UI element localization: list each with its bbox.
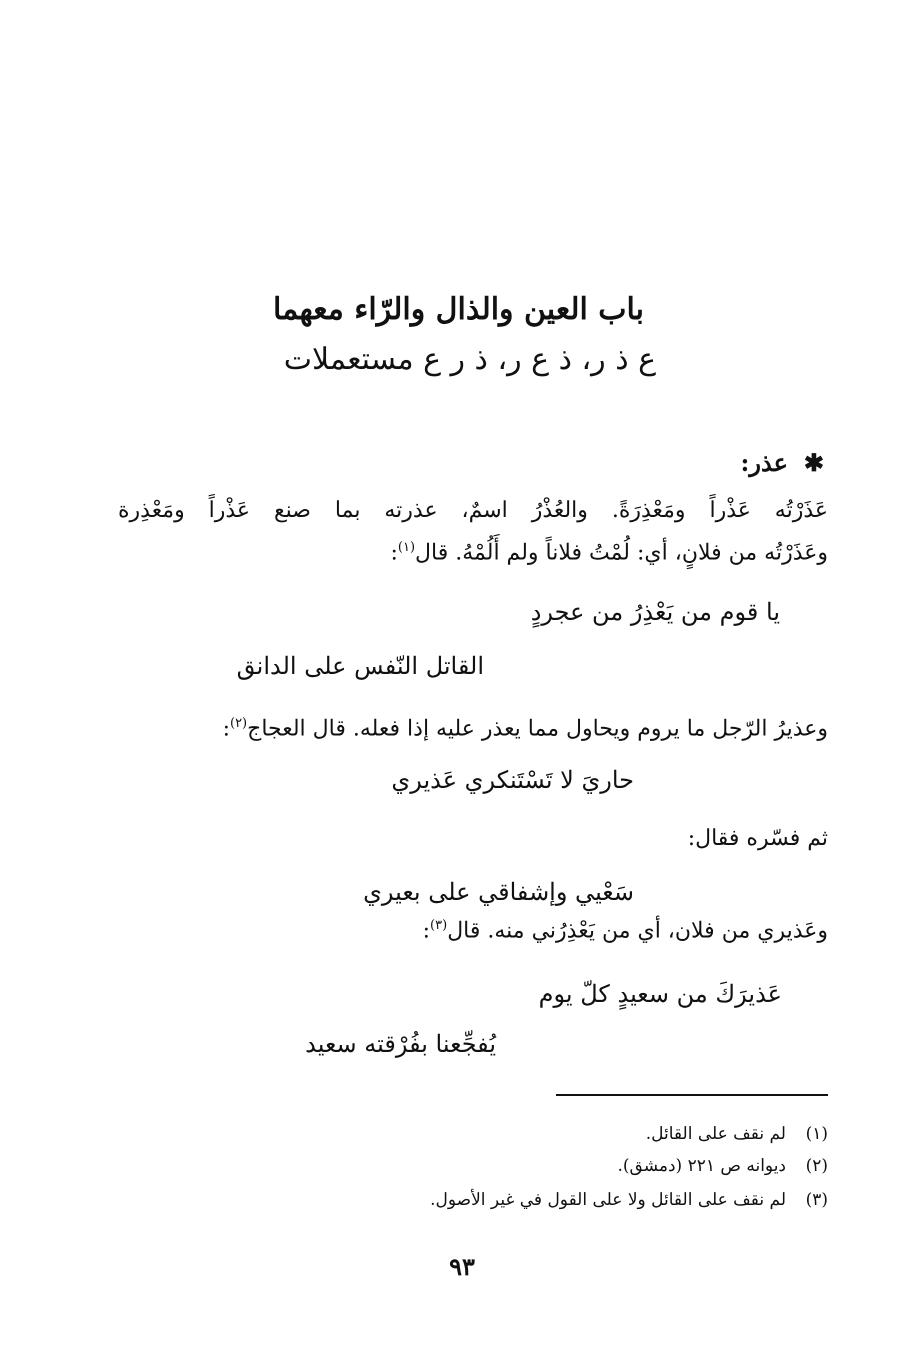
footnote-3 [430,1190,828,1210]
paragraph-1-line-1: عَذَرْتُه عَذْراً ومَعْذِرَةً. والعُذْرُ اسمٌ، عذرته بما صنع عَذْراً ومَعْذِرة [118,498,828,523]
footnote-ref-2: (٢) [229,716,248,731]
paragraph-4-end: : [422,918,431,944]
verse-1-line-1: يا قوم من يَعْذِرُ من عجردٍ [530,598,780,626]
footnote-1-text: لم نقف على القائل. [645,1124,786,1144]
entry-heading [741,448,824,477]
paragraph-1-line-2 [390,540,828,565]
footnote-3-number: (٣) [805,1190,828,1210]
chapter-title: باب العين والذال والرّاء معهما [272,292,644,327]
verse-2: حاريَ لا تَسْتَنكري عَذيري [391,766,634,794]
paragraph-2 [223,716,828,741]
verse-3: سَعْيي وإشفاقي على بعيري [363,878,634,906]
footnote-2-number: (٢) [805,1156,828,1176]
paragraph-2-text: وعذيرُ الرّجل ما يروم ويحاول مما يعذر عليه إذا فعله. قال العجاج [247,716,828,742]
paragraph-3: ثم فسّره فقال: [687,826,828,851]
paragraph-4-text: وعَذيري من فلان، أي من يَعْذِرُني منه. قال [447,918,828,944]
footnote-divider [556,1094,828,1096]
footnote-ref-1: (١) [397,540,416,555]
verse-4-line-1: عَذيرَكَ من سعيدٍ كلّ يوم [538,980,782,1008]
footnote-1 [646,1124,828,1144]
footnote-2-text: ديوانه ص ٢٢١ (دمشق). [617,1156,786,1176]
footnote-1-number: (١) [805,1124,828,1144]
page-number: ٩٣ [449,1252,475,1281]
footnote-2 [617,1156,828,1176]
paragraph-1-line-2-text: وعَذَرْتُه من فلانٍ، أي: لُمْتُ فلاناً ولم أَلُمْهُ. قال [415,540,828,566]
star-icon: ✱ [803,448,824,477]
paragraph-1-line-2-end: : [390,540,398,566]
verse-1-line-2: القاتل النّفس على الدانق [236,652,484,680]
verse-4-line-2: يُفجِّعنا بفُرْقته سعيد [305,1030,496,1058]
footnote-3-text: لم نقف على القائل ولا على القول في غير الأصول. [430,1190,786,1210]
entry-heading-text: عذر: [740,448,788,477]
footnote-ref-3: (٣) [430,918,448,933]
paragraph-4 [423,918,828,943]
chapter-subtitle: ع ذ ر، ذ ع ر، ذ ر ع مستعملات [283,342,656,377]
paragraph-2-end: : [222,716,230,742]
